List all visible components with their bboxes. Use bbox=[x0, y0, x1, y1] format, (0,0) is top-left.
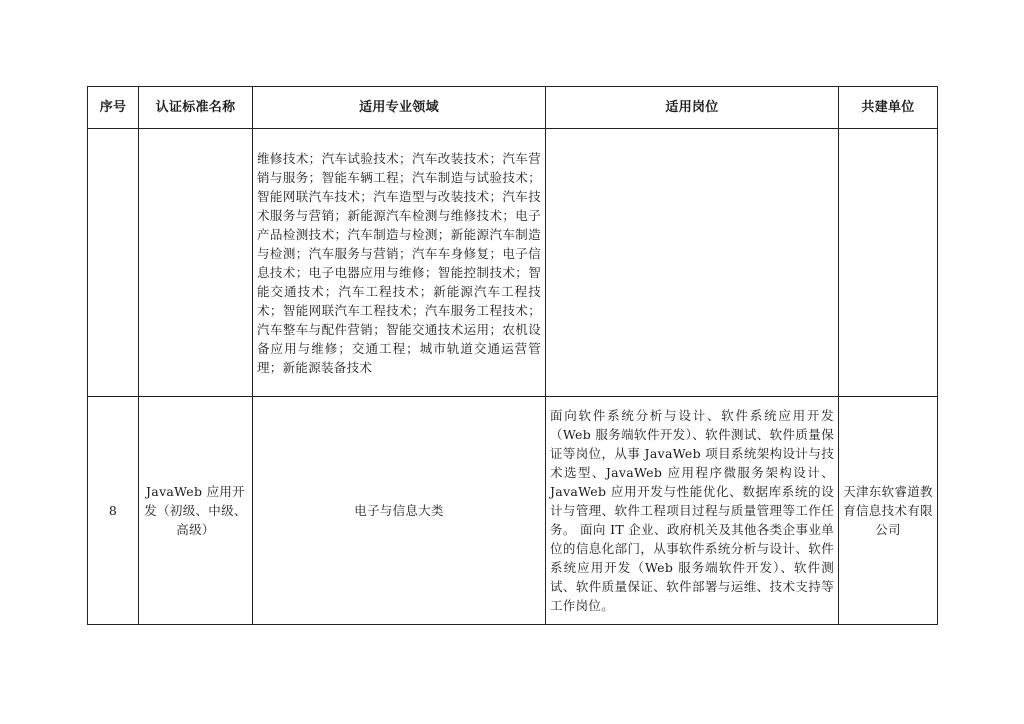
row-roles bbox=[546, 129, 839, 397]
row-cert-name bbox=[139, 129, 253, 397]
header-cert-name: 认证标准名称 bbox=[139, 87, 253, 129]
row-fields: 电子与信息大类 bbox=[253, 397, 546, 625]
header-unit: 共建单位 bbox=[839, 87, 938, 129]
table-row bbox=[88, 129, 938, 397]
row-fields: 维修技术；汽车试验技术；汽车改装技术；汽车营销与服务；智能车辆工程；汽车制造与试验技术；智能网联汽车技术；汽车造型与改装技术；汽车技术服务与营销；新能源汽车检测与维修技术；电子产品检测技术；汽车制造与检测；新能源汽车制造与检测；汽车服务与营销；汽车车身修复；电子信息技术；电子电器应用与维修；智能控制技术；智能交通技术；汽车工程技术；新能源汽车工程技术；智能网联汽车工程技术；汽车服务工程技术；汽车整车与配件营销；智能交通技术运用；农机设备应用与维修；交通工程；城市轨道交通运营管理；新能源装备技术 bbox=[253, 129, 546, 397]
row-no: 8 bbox=[88, 397, 139, 625]
certification-table bbox=[87, 86, 938, 625]
row-unit: 天津东软睿道教育信息技术有限公司 bbox=[839, 397, 938, 625]
table-row bbox=[88, 397, 938, 625]
table-header-row bbox=[88, 87, 938, 129]
row-no bbox=[88, 129, 139, 397]
header-roles: 适用岗位 bbox=[546, 87, 839, 129]
row-cert-name: JavaWeb 应用开发（初级、中级、高级） bbox=[139, 397, 253, 625]
header-fields: 适用专业领域 bbox=[253, 87, 546, 129]
row-unit bbox=[839, 129, 938, 397]
row-roles: 面向软件系统分析与设计、软件系统应用开发（Web 服务端软件开发）、软件测试、软件质量保证等岗位，从事 JavaWeb 项目系统架构设计与技术选型、JavaWeb 应用程序微服务架构设计、JavaWeb 应用开发与性能优化、数据库系统的设计与管理、软件工程项目过程与质量管理等工作任务。 面向 IT 企业、政府机关及其他各类企事业单位的信息化部门，从事软件系统分析与设计、软件系统应用开发（Web 服务端软件开发）、软件测试、软件质量保证、软件部署与运维、技术支持等工作岗位。 bbox=[546, 397, 839, 625]
header-no: 序号 bbox=[88, 87, 139, 129]
